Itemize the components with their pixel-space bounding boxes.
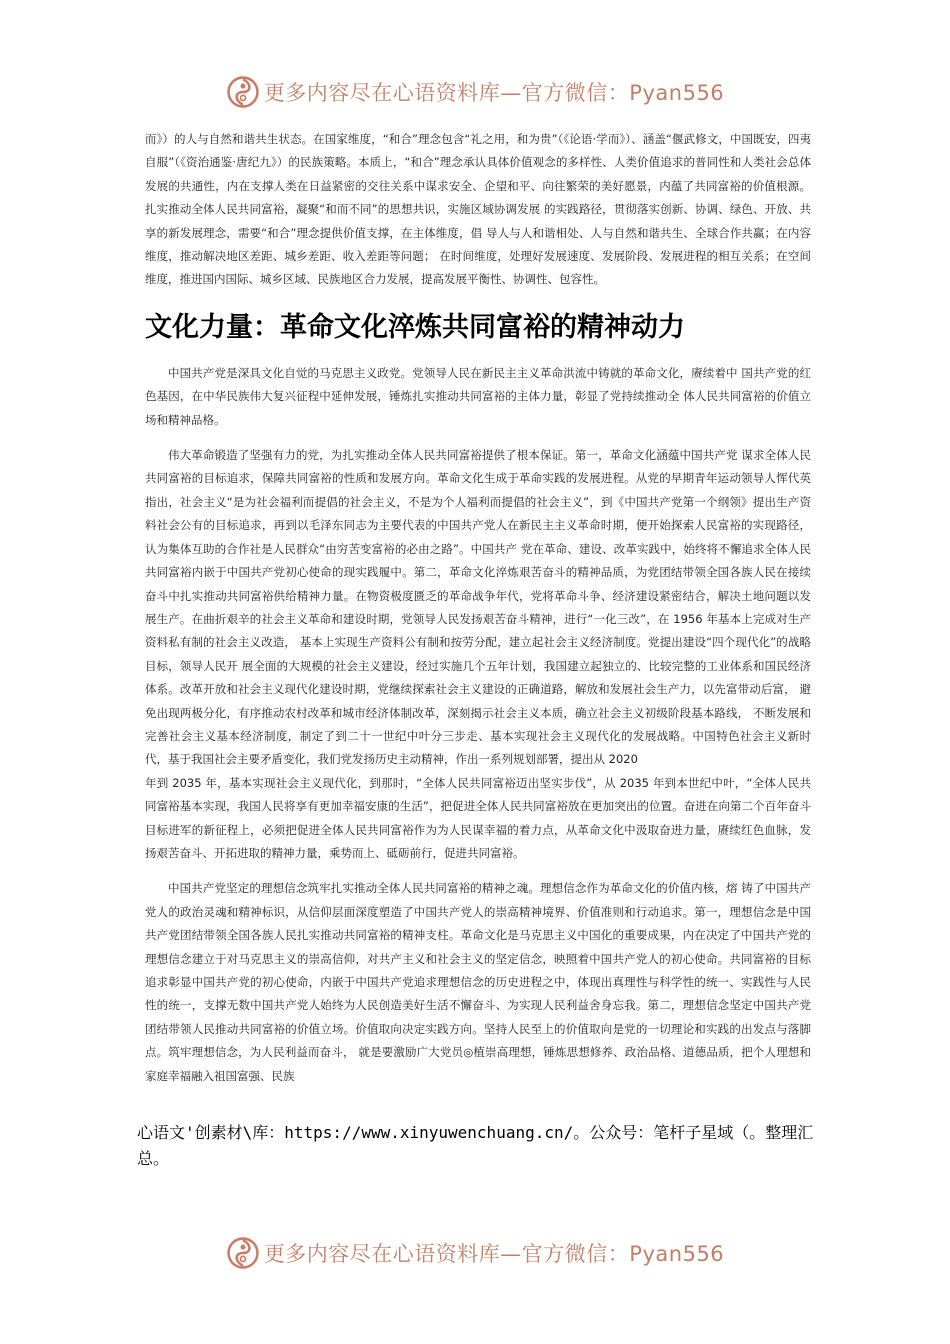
intro-paragraph: 而》）的人与自然和谐共生状态。在国家维度，“和合”理念包含“礼之用，和为贵”（《论语·学而》）、涵盖“偃武修文，中国既安，四夷自服”（《资治通鉴·唐纪九》）的民族策略。本质上，“和合”理念承认具体价值观念的多样性、人类价值追求的普同性和人类社会总体发展的共通性，内在支撑人类在日益紧密的交往关系中谋求安全、企望和平、向往繁荣的美好愿景，内蕴了共同富裕的价值根源。扎实推动全体人民共同富裕，凝聚“和而不同”的思想共识，实施区域协调发展 的实践路径，贯彻落实创新、协调、绿色、开放、共享的新发展理念，需要“和合”理念提供价值支撑，在主体维度，倡 导人与人和谐相处、人与自然和谐共生、全球合作共赢；在内容维度，推动解决地区差距、城乡差距、收入差距等问题； 在时间维度，处理好发展速度、发展阶段、发展进程的相互关系；在空间维度，推进国内国际、城乡区域、民族地区合力发展，提高发展平衡性、协调性、包容性。 (145, 132, 811, 287)
body-paragraph: 中国共产党坚定的理想信念筑牢扎实推动全体人民共同富裕的精神之魂。理想信念作为革命文化的价值内核，熔 铸了中国共产党人的政治灵魂和精神标识，从信仰层面深度塑造了中国共产党人的崇高精神境界、价值准则和行动追求。第一，理想信念是中国共产党团结带领全国各族人民扎实推动共同富裕的精神支柱。革命文化是马克思主义中国化的重要成果，内在决定了中国共产党的理想信念建立于对马克思主义的崇高信仰，对共产主义和社会主义的坚定信念，映照着中国共产党人的初心使命。共同富裕的目标追求彰显中国共产党的初心使命，内嵌于中国共产党追求理想信念的历史进程之中，体现出真理性与科学性的统一、实践性与人民性的统一，支撑无数中国共产党人始终为人民创造美好生活不懈奋斗、为实现人民利益舍身忘我。第二，理想信念坚定中国共产党团结带领人民推动共同富裕的价值立场。价值取向决定实践方向。坚持人民至上的价值取向是党的一切理论和实践的出发点与落脚点。筑牢理想信念，为人民利益而奋斗， 就是要激励广大党员◎植崇高理想，锤炼思想修养、政治品格、道德品质，把个人理想和家庭幸福融入祖国富强、民族 (145, 881, 811, 1083)
source-note: 心语文'创素材\库：https://www.xinyuwenchuang.cn/。公众号：笔杆子星域（。整理汇总。 (137, 1123, 814, 1168)
header-banner (0, 72, 950, 112)
yin-yang-swirl-logo-icon (226, 1236, 260, 1270)
body-paragraph: 年到 2035 年，基本实现社会主义现代化，到那时，“全体人民共同富裕迈出坚实步伐”，从 2035 年到本世纪中叶，“全体人民共同富裕基本实现，我国人民将享有更加幸福安康的生活”，把促进全体人民共同富裕放在更加突出的位置。奋进在向第二个百年奋斗目标进军的新征程上，必须把促进全体人民共同富裕作为为人民谋幸福的着力点，从革命文化中汲取奋进力量，赓续红色血脉，发扬艰苦奋斗、开拓进取的精神力量，乘势而上、砥砺前行，促进共同富裕。 (145, 775, 811, 860)
banner-text: 更多内容尽在心语资料库—官方微信：Pyan556 (263, 1242, 725, 1266)
document-body (145, 128, 811, 1088)
body-paragraph: 中国共产党是深具文化自觉的马克思主义政党。党领导人民在新民主主义革命洪流中铸就的革命文化，赓续着中 国共产党的红色基因，在中华民族伟大复兴征程中延伸发展，锤炼扎实推动共同富裕的主体力量，彰显了党持续推动全 体人民共同富裕的价值立场和精神品格。 (145, 365, 811, 427)
section-heading: 文化力量：革命文化淬炼共同富裕的精神动力 (145, 311, 685, 343)
banner-text: 更多内容尽在心语资料库—官方微信：Pyan556 (263, 81, 725, 105)
footer-banner (0, 1233, 950, 1273)
body-paragraph: 伟大革命锻造了坚强有力的党，为扎实推动全体人民共同富裕提供了根本保证。第一，革命文化涵蕴中国共产党 谋求全体人民共同富裕的目标追求，保障共同富裕的性质和发展方向。革命文化生成于革命实践的发展进程。从党的早期青年运动领导人恽代英指出，社会主义“是为社会福利而提倡的社会主义，不是为个人福利而提倡的社会主义”，到《中国共产党第一个纲领》提出生产资料社会公有的目标追求，再到以毛泽东同志为主要代表的中国共产党人在新民主主义革命时期，便开始探索人民富裕的实现路径，认为集体互助的合作社是人民群众“由穷苦变富裕的必由之路”。中国共产 党在革命、建设、改革实践中，始终将不懈追求全体人民共同富裕内嵌于中国共产党初心使命的现实践履中。第二，革命文化淬炼艰苦奋斗的精神品质，为党团结带领全国各族人民在接续奋斗中扎实推动共同富裕供给精神力量。在物资极度匮乏的革命战争年代，党将革命斗争、经济建设紧密结合，解决土地问题以发展生产。在曲折艰辛的社会主义革命和建设时期，党领导人民发扬艰苦奋斗精神，进行“一化三改”，在 1956 年基本上完成对生产资料私有制的社会主义改造， 基本上实现生产资料公有制和按劳分配，建立起社会主义经济制度。党提出建设“四个现代化”的战略目标，领导人民开 展全面的大规模的社会主义建设，经过实施几个五年计划，我国建立起独立的、比较完整的工业体系和国民经济体系。改革开放和社会主义现代化建设时期，党继续探索社会主义建设的正确道路，解放和发展社会生产力，以先富带动后富， 避免出现两极分化，有序推动农村改革和城市经济体制改革，深刻揭示社会主义本质，确立社会主义初级阶段基本路线， 不断发展和完善社会主义基本经济制度，制定了到二十一世纪中叶分三步走、基本实现社会主义现代化的发展战略。中国特色社会主义新时代，基于我国社会主要矛盾变化，我们党发扬历史主动精神，作出一系列规划部署，提出从 2020 (145, 448, 811, 767)
yin-yang-swirl-logo-icon (226, 75, 260, 109)
